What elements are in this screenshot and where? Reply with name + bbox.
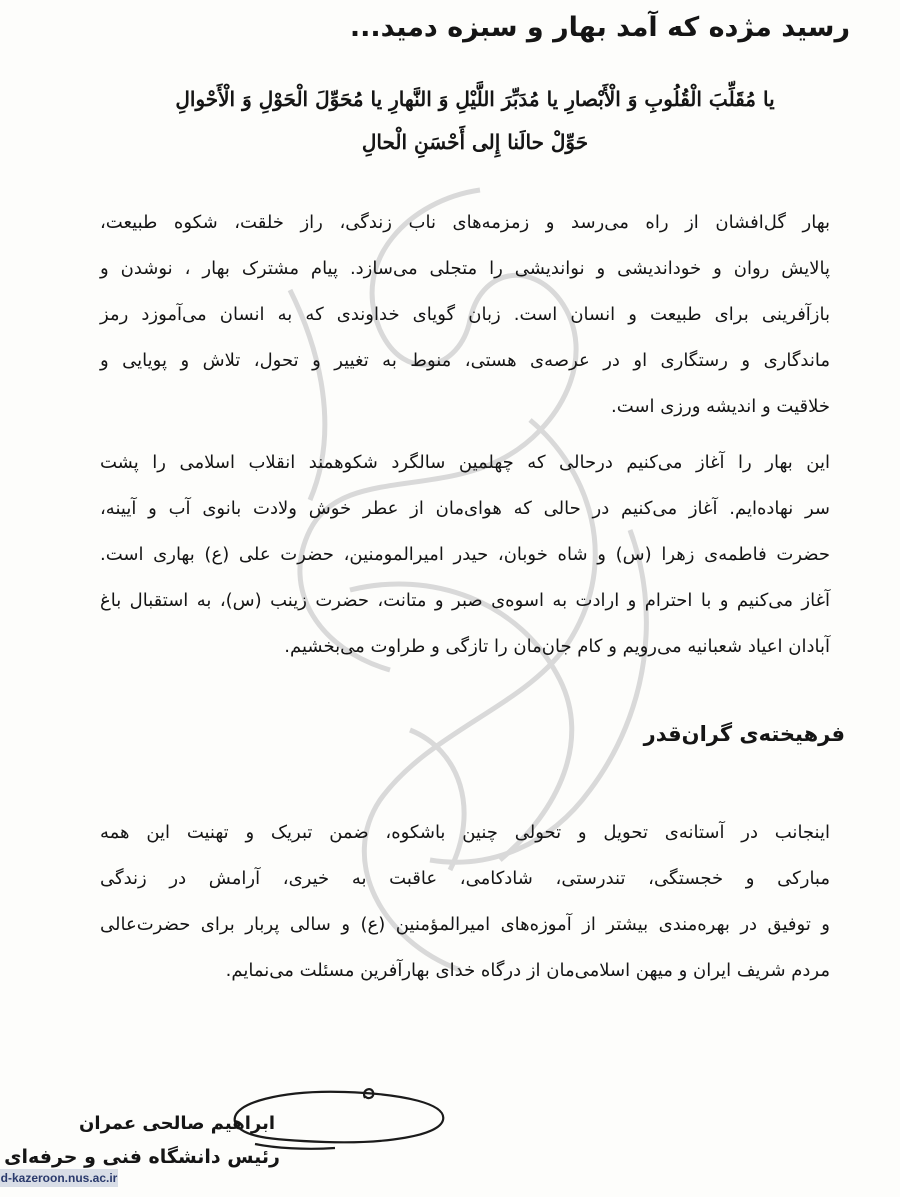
prayer-verse xyxy=(90,78,860,164)
paragraph-line: بهار گل‌افشان از راه می‌رسد و زمزمه‌های ناب زندگی، راز خلقت، شکوه طبیعت، xyxy=(100,212,830,233)
signatory-name: ابراهیم صالحی عمران xyxy=(79,1113,275,1134)
paragraph-greeting xyxy=(100,810,830,994)
prayer-line-1: یا مُقَلِّبَ الْقُلُوبِ وَ الْأَبْصارِ یا مُدَبِّرَ اللَّیْلِ وَ النَّهارِ یا مُحَوِّلَ الْحَوْلِ وَ الْأَحْوالِ xyxy=(175,87,775,111)
paragraph-line: مردم شریف ایران و میهن اسلامی‌مان از درگاه خدای بهارآفرین مسئلت می‌نمایم. xyxy=(225,960,830,981)
source-url-tag: d-kazeroon.nus.ac.ir xyxy=(0,1171,118,1185)
paragraph-line: آبادان اعیاد شعبانیه می‌رویم و کام جان‌مان را تازگی و طراوت می‌بخشیم. xyxy=(284,636,830,657)
salutation-heading: فرهیخته‌ی گران‌قدر xyxy=(643,722,845,746)
paragraph-line: سر نهاده‌ایم. آغاز می‌کنیم در حالی که هوای‌مان از عطر خوش ولادت بانوی آب و آیینه، xyxy=(100,498,830,519)
prayer-line-2: حَوِّلْ حالَنا إِلی أَحْسَنِ الْحالِ xyxy=(361,130,589,154)
signatory-title: رئیس دانشگاه فنی و حرفه‌ای xyxy=(4,1146,280,1168)
paragraph-line: پالایش روان و خوداندیشی و نواندیشی را متجلی می‌سازد. پیام مشترک بهار ، نوشدن و xyxy=(100,258,830,279)
paragraph-spring xyxy=(100,200,830,430)
paragraph-line: اینجانب در آستانه‌ی تحویل و تحولی چنین باشکوه، ضمن تبریک و تهنیت این همه xyxy=(100,822,830,843)
paragraph-revolution xyxy=(100,440,830,670)
paragraph-line: آغاز می‌کنیم و با احترام و ارادت به اسوه‌ی صبر و متانت، حضرت زینب (س)، به استقبال باغ xyxy=(100,590,830,611)
paragraph-line: حضرت فاطمه‌ی زهرا (س) و شاه خوبان، حیدر امیرالمومنین، حضرت علی (ع) بهاری است. xyxy=(100,544,830,565)
paragraph-line: خلاقیت و اندیشه ورزی است. xyxy=(611,396,830,417)
paragraph-line: ماندگاری و رستگاری او در عرصه‌ی هستی، منوط به تغییر و تحول، تلاش و پویایی و xyxy=(100,350,830,371)
paragraph-line: بازآفرینی برای طبیعت و انسان است. زبان گویای خداوندی که به انسان می‌آموزد رمز xyxy=(100,304,830,325)
paragraph-line: این بهار را آغاز می‌کنیم درحالی که چهلمین سالگرد شکوهمند انقلاب اسلامی را پشت xyxy=(100,452,830,473)
paragraph-line: و توفیق در بهره‌مندی بیشتر از آموزه‌های امیرالمؤمنین (ع) و سالی پربار برای حضرت‌عالی xyxy=(100,914,830,935)
paragraph-line: مبارکی و خجستگی، تندرستی، شادکامی، عاقبت به خیری، آرامش در زندگی xyxy=(100,868,830,889)
page-heading: رسید مژده که آمد بهار و سبزه دمید... xyxy=(349,12,850,43)
